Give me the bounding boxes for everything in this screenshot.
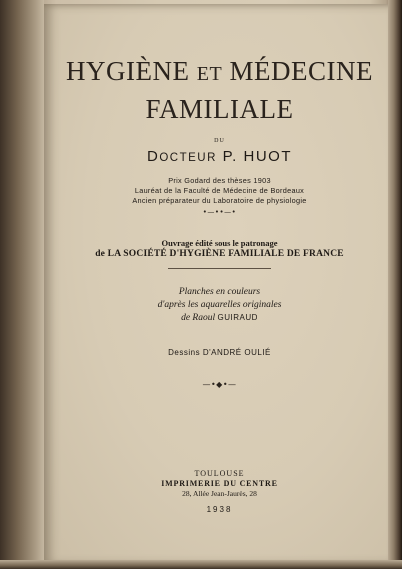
book-title-line2: FAMILIALE (145, 94, 294, 124)
illustrator-surname: GUIRAUD (217, 313, 258, 322)
credential-line: Prix Godard des thèses 1903 (168, 176, 271, 185)
title-page-content (44, 0, 395, 569)
title-word-et: ET (196, 63, 223, 85)
book-title-line1 (44, 56, 395, 87)
printer-address: 28, Allée Jean-Jaurès, 28 (182, 489, 257, 498)
printer-name: IMPRIMERIE DU CENTRE (161, 479, 278, 488)
title-word-hygiene: HYGIÈNE (66, 56, 197, 86)
patronage-line: Ouvrage édité sous le patronage (161, 238, 278, 248)
publication-year: 1938 (206, 505, 233, 514)
author-initial: D (147, 148, 160, 165)
ornament-divider: —•◆•— (202, 380, 237, 389)
credential-line: Ancien préparateur du Laboratoire de physiologie (132, 196, 307, 205)
horizontal-rule (168, 268, 271, 269)
author-title: OCTEUR (159, 152, 217, 164)
society-name: de LA SOCIÉTÉ D'HYGIÈNE FAMILIALE DE FRANCE (95, 249, 344, 259)
by-label: DU (214, 138, 225, 144)
credential-line: Lauréat de la Faculté de Médecine de Bordeaux (134, 186, 305, 195)
author-name (44, 148, 395, 165)
author-surname: P. HUOT (216, 148, 292, 165)
publisher-city: TOULOUSE (194, 469, 245, 478)
watercolors-line: d'après les aquarelles originales (157, 300, 282, 310)
drawings-credit: Dessins D'ANDRÉ OULIÉ (168, 348, 271, 357)
plates-line: Planches en couleurs (178, 287, 261, 297)
illustrator-prefix: de Raoul (181, 313, 218, 323)
left-page-gutter (0, 0, 44, 569)
title-word-medecine: MÉDECINE (222, 56, 373, 86)
ornament-divider: •—••—• (202, 208, 237, 216)
illustrator-line (44, 313, 395, 323)
